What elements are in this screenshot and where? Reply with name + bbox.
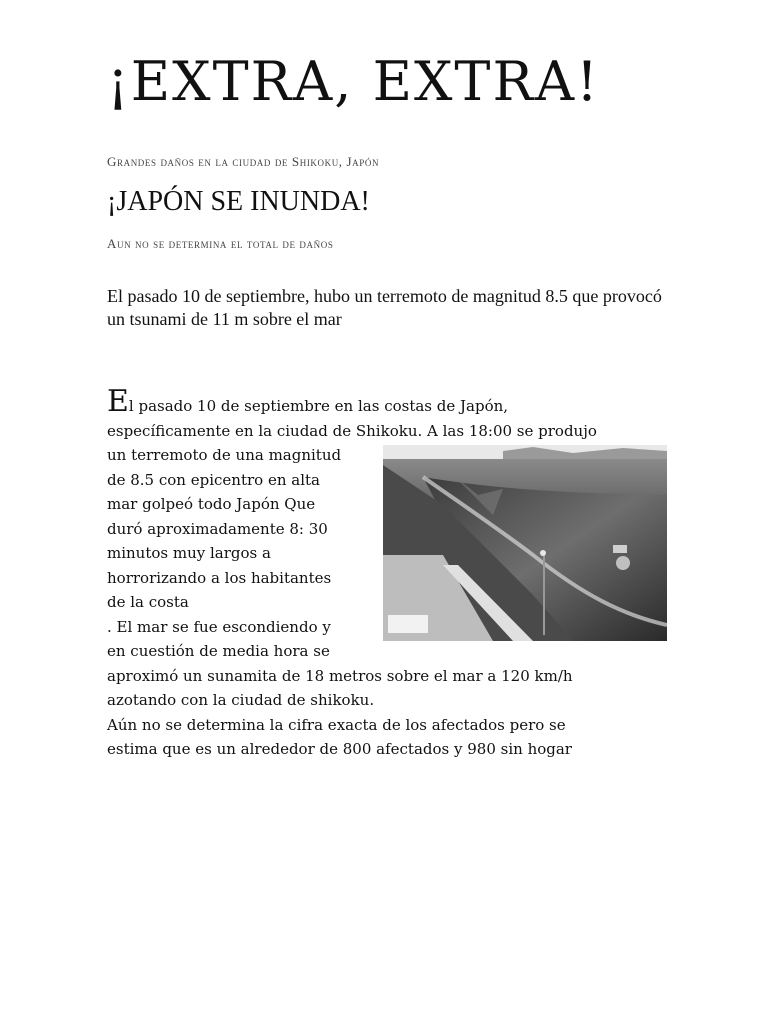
article-wrap-line: en cuestión de media hora se — [107, 642, 330, 660]
article-wrap-line: de la costa — [107, 593, 189, 611]
article-body — [107, 384, 667, 762]
article-wrap-line: . El mar se fue escondiendo y — [107, 617, 331, 636]
tsunami-photo — [383, 445, 667, 641]
headline: ¡JAPÓN SE INUNDA! — [107, 186, 370, 217]
article-tail-line: Aún no se determina la cifra exacta de los afectados pero se — [107, 715, 566, 734]
sub-kicker: Aun no se determina el total de daños — [107, 236, 334, 251]
article-wrap-line: horrorizando a los habitantes — [107, 568, 332, 587]
article-wrap-line: de 8.5 con epicentro en alta — [107, 470, 320, 489]
top-kicker: Grandes daños en la ciudad de Shikoku, Japón — [107, 154, 380, 169]
newspaper-page — [107, 40, 667, 758]
article-wrap-line: mar golpeó todo Japón Que — [107, 495, 316, 513]
drop-cap: E — [107, 384, 129, 419]
article-line-1: El pasado 10 de septiembre en las costas de Japón, — [107, 384, 509, 419]
masthead: ¡EXTRA, EXTRA! — [107, 50, 600, 113]
article-tail-line: azotando con la ciudad de shikoku. — [107, 691, 375, 709]
article-wrap-line: minutos muy largos a — [107, 544, 271, 562]
article-wrap-line: duró aproximadamente 8: 30 — [107, 519, 328, 538]
lede-paragraph: El pasado 10 de septiembre, hubo un terremoto de magnitud 8.5 que provocó un tsunami de 11 m sobre el mar — [107, 286, 662, 329]
article-tail-line: aproximó un sunamita de 18 metros sobre el mar a 120 km/h — [107, 666, 573, 685]
article-line-2: específicamente en la ciudad de Shikoku. A las 18:00 se produjo — [107, 421, 597, 440]
article-tail-line: estima que es un alrededor de 800 afectados y 980 sin hogar — [107, 740, 572, 758]
article-wrap-line: un terremoto de una magnitud — [107, 446, 342, 464]
